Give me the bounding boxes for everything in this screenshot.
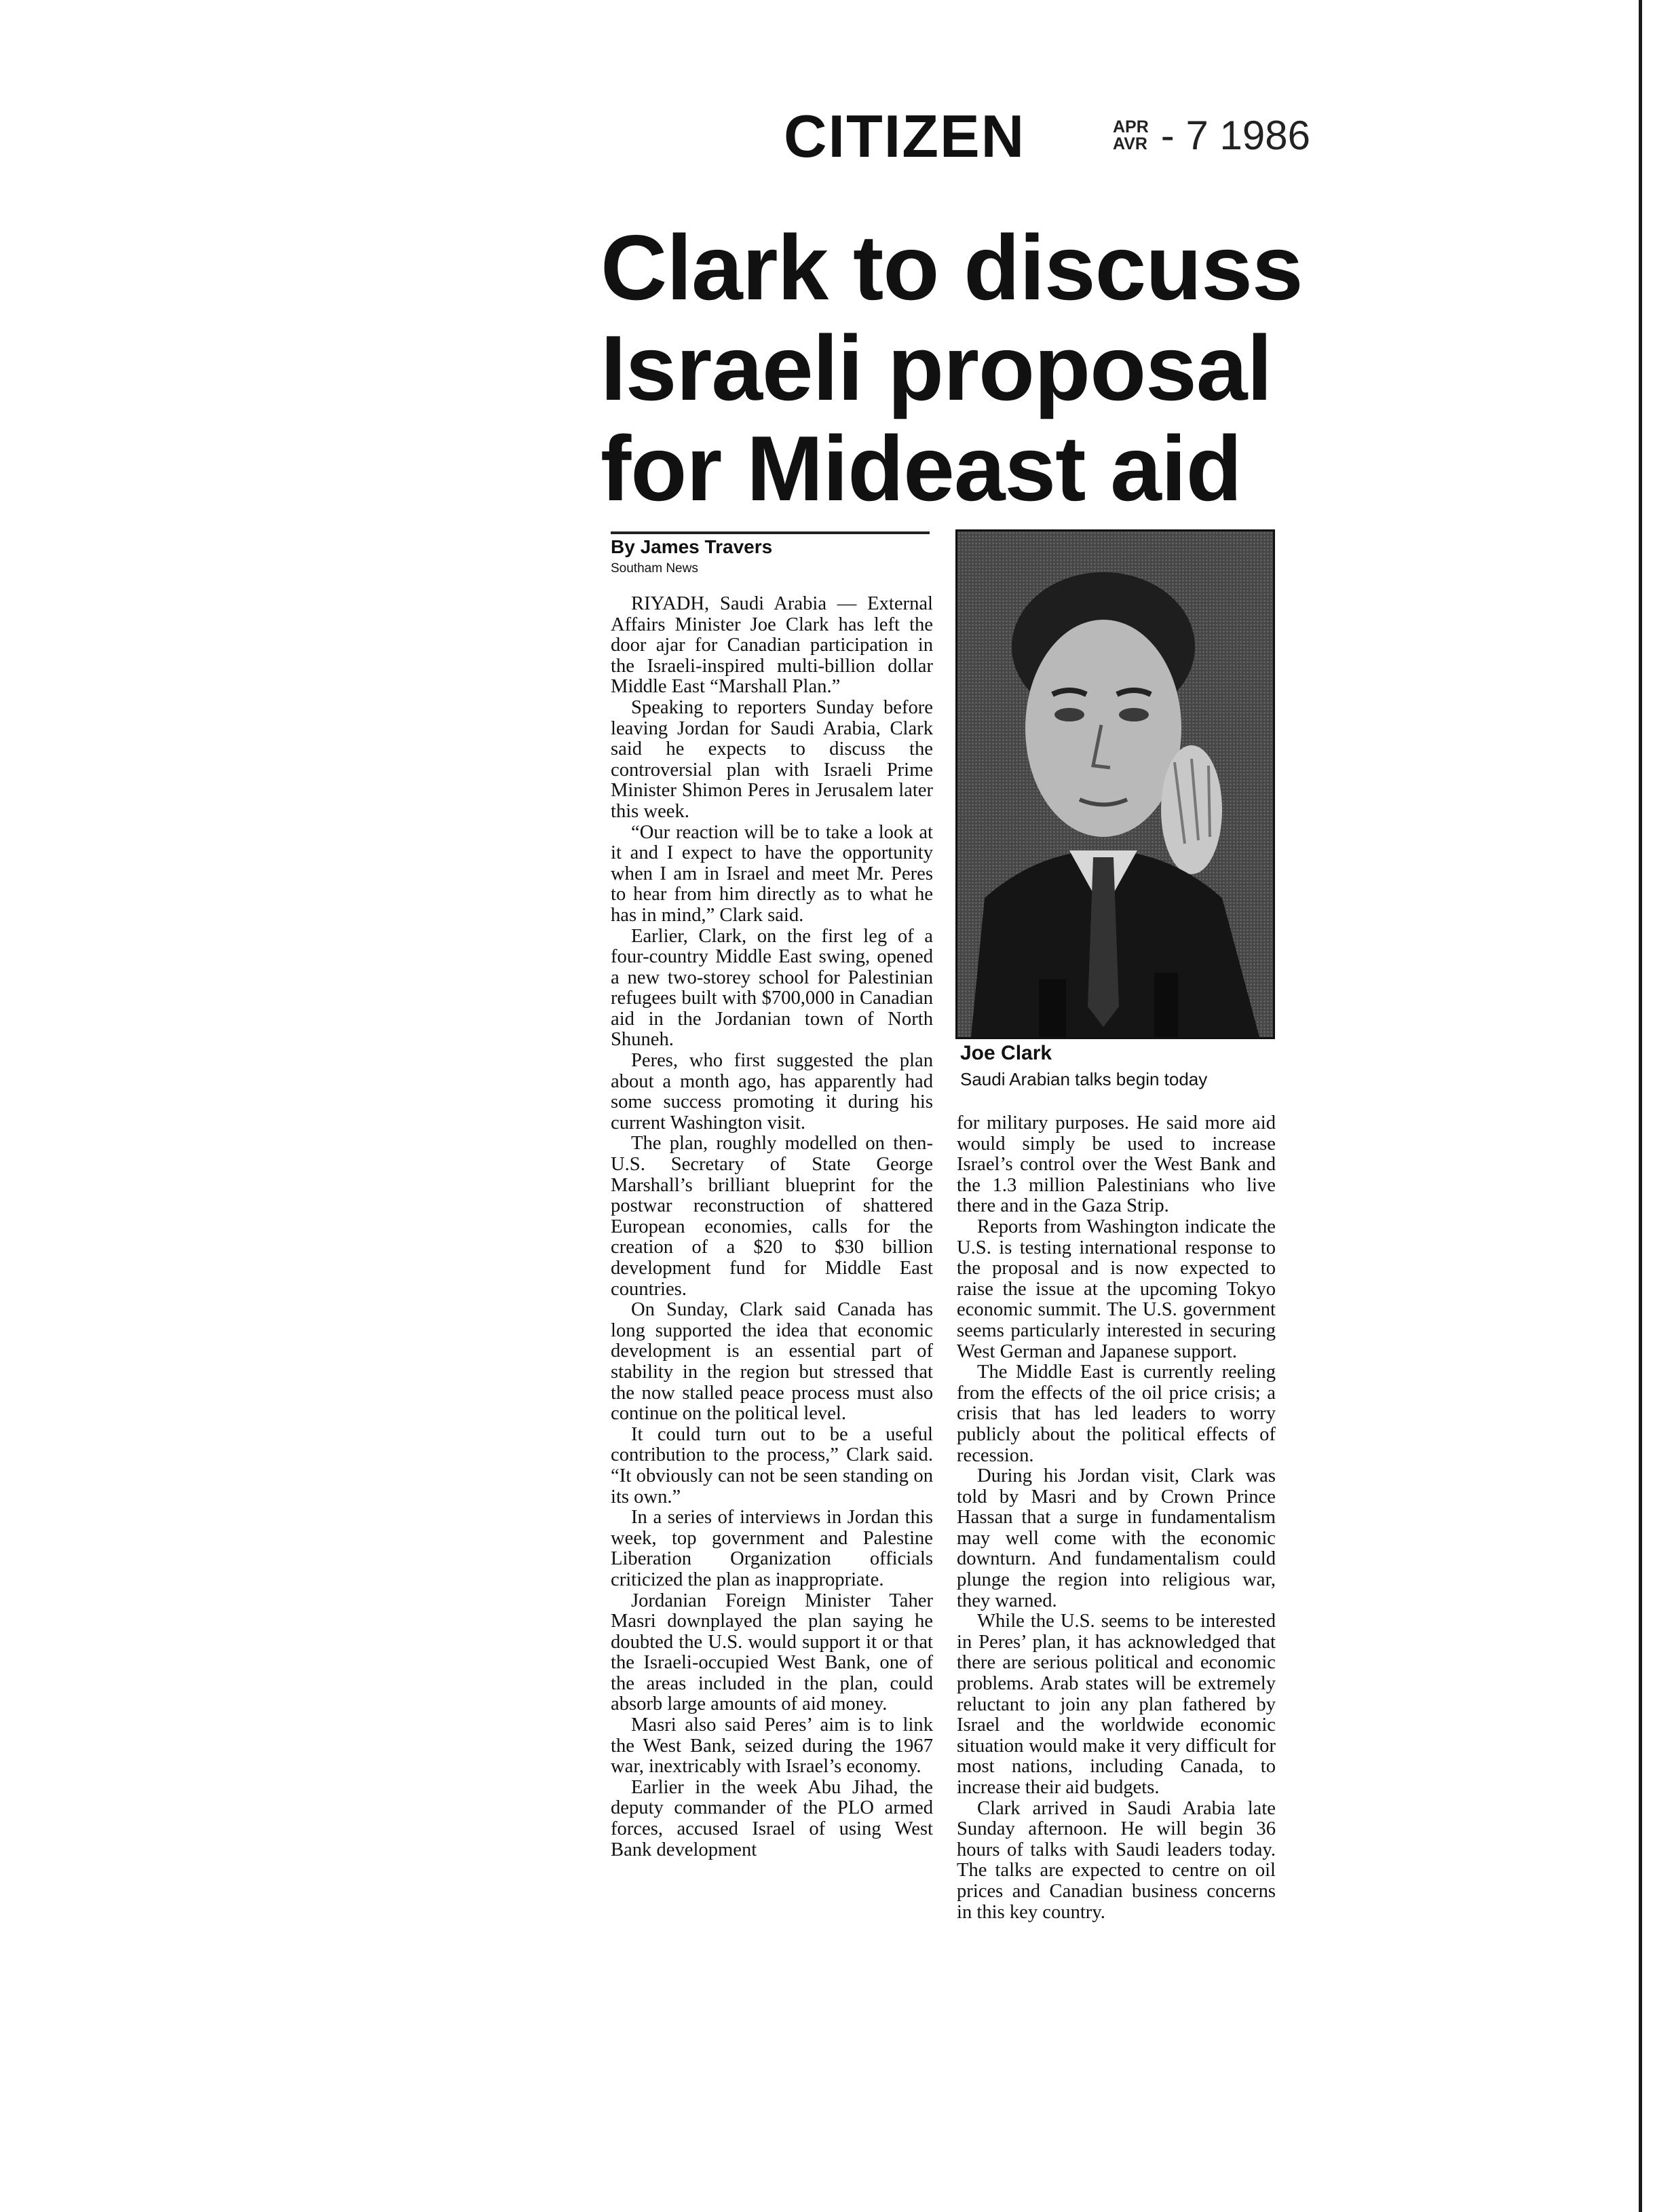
article-paragraph: Earlier, Clark, on the first leg of a four-country Middle East swing, opened a new two-storey school for Palestinian refugees built with $700,000 in Canadian aid in the Jordanian town of North Shuneh. — [611, 925, 933, 1051]
article-paragraph: While the U.S. seems to be interested in Peres’ plan, it has acknowledged that there are serious political and economic problems. Arab states will be extremely reluctant to join any plan fathered by Israel and the worldwide economic situation would make it very difficult for most nations, including Canada, to increase their aid budgets. — [957, 1611, 1276, 1798]
article-paragraph: Earlier in the week Abu Jihad, the deputy commander of the PLO armed forces, accused Israel of using West Bank development — [611, 1776, 933, 1860]
article-paragraph: During his Jordan visit, Clark was told by Masri and by Crown Prince Hassan that a surge in fundamentalism may well come with the economic downturn. And fundamentalism could plunge the region into religious war, they warned. — [957, 1465, 1276, 1611]
article-paragraph: It could turn out to be a useful contribution to the process,” Clark said. “It obviously can not be seen standing on its own.” — [611, 1423, 933, 1507]
date-month-stamp — [1113, 119, 1149, 153]
article-headline — [601, 216, 1303, 520]
portrait-image — [957, 531, 1273, 1037]
headline-line-3: for Mideast aid — [601, 417, 1242, 520]
article-paragraph: Reports from Washington indicate the U.S. is testing international response to the proposal and is now expected to raise the issue at the upcoming Tokyo economic summit. The U.S. government seems particularly interested in securing West German and Japanese support. — [957, 1216, 1276, 1362]
article-column-left — [611, 594, 933, 1860]
date-day-year: - 7 1986 — [1160, 113, 1310, 158]
article-paragraph: On Sunday, Clark said Canada has long supported the idea that economic development is an essential part of stability in the region but stressed that the now stalled peace process must also continue on the political level. — [611, 1299, 933, 1425]
article-paragraph: Speaking to reporters Sunday before leaving Jordan for Saudi Arabia, Clark said he expects to discuss the controversial plan with Israeli Prime Minister Shimon Peres in Jerusalem later this week. — [611, 696, 933, 822]
date-stamp — [1113, 112, 1310, 159]
article-paragraph: The plan, roughly modelled on then-U.S. Secretary of State George Marshall’s brilliant blueprint for the postwar reconstruction of shattered European economies, calls for the creation of a $20 to $30 billion development fund for Middle East countries. — [611, 1133, 933, 1300]
article-paragraph: Jordanian Foreign Minister Taher Masri downplayed the plan saying he doubted the U.S. would support it or that the Israeli-occupied West Bank, one of the areas included in the plan, could absorb large amounts of aid money. — [611, 1590, 933, 1715]
byline-organization: Southam News — [611, 561, 698, 576]
article-paragraph: The Middle East is currently reeling from the effects of the oil price crisis; a crisis that has led leaders to worry publicly about the political effects of recession. — [957, 1362, 1276, 1466]
date-month-en: APR — [1113, 117, 1149, 136]
article-paragraph: Peres, who first suggested the plan about a month ago, has apparently had some success promoting it during his current Washington visit. — [611, 1050, 933, 1133]
article-paragraph: Clark arrived in Saudi Arabia late Sunday afternoon. He will begin 36 hours of talks with Saudi leaders today. The talks are expected to centre on oil prices and Canadian business concerns in this key country. — [957, 1797, 1276, 1923]
article-paragraph: RIYADH, Saudi Arabia — External Affairs Minister Joe Clark has left the door ajar for Canadian participation in the Israeli-inspired multi-billion dollar Middle East “Marshall Plan.” — [611, 593, 933, 698]
article-paragraph: Masri also said Peres’ aim is to link the West Bank, seized during the 1967 war, inextricably with Israel’s economy. — [611, 1714, 933, 1778]
headline-line-1: Clark to discuss — [601, 216, 1303, 319]
date-month-fr: AVR — [1113, 134, 1147, 153]
scan-edge-line — [1639, 0, 1642, 2212]
photo-caption-text: Saudi Arabian talks begin today — [960, 1069, 1208, 1089]
joe-clark-photo — [955, 529, 1275, 1039]
article-column-right — [957, 1113, 1276, 1923]
byline-author: By James Travers — [611, 536, 773, 557]
headline-line-2: Israeli proposal — [601, 316, 1272, 419]
article-paragraph: for military purposes. He said more aid would simply be used to increase Israel’s control over the West Bank and the 1.3 million Palestinians who live there and in the Gaza Strip. — [957, 1112, 1276, 1217]
article-paragraph: “Our reaction will be to take a look at it and I expect to have the opportunity when I am in Israel and meet Mr. Peres to hear from him directly as to what he has in mind,” Clark said. — [611, 821, 933, 926]
photo-caption-name: Joe Clark — [960, 1042, 1052, 1064]
article-paragraph: In a series of interviews in Jordan this week, top government and Palestine Liberation Organization officials criticized the plan as inappropriate. — [611, 1507, 933, 1590]
byline-rule — [611, 531, 930, 534]
newspaper-masthead: CITIZEN — [784, 102, 1026, 170]
